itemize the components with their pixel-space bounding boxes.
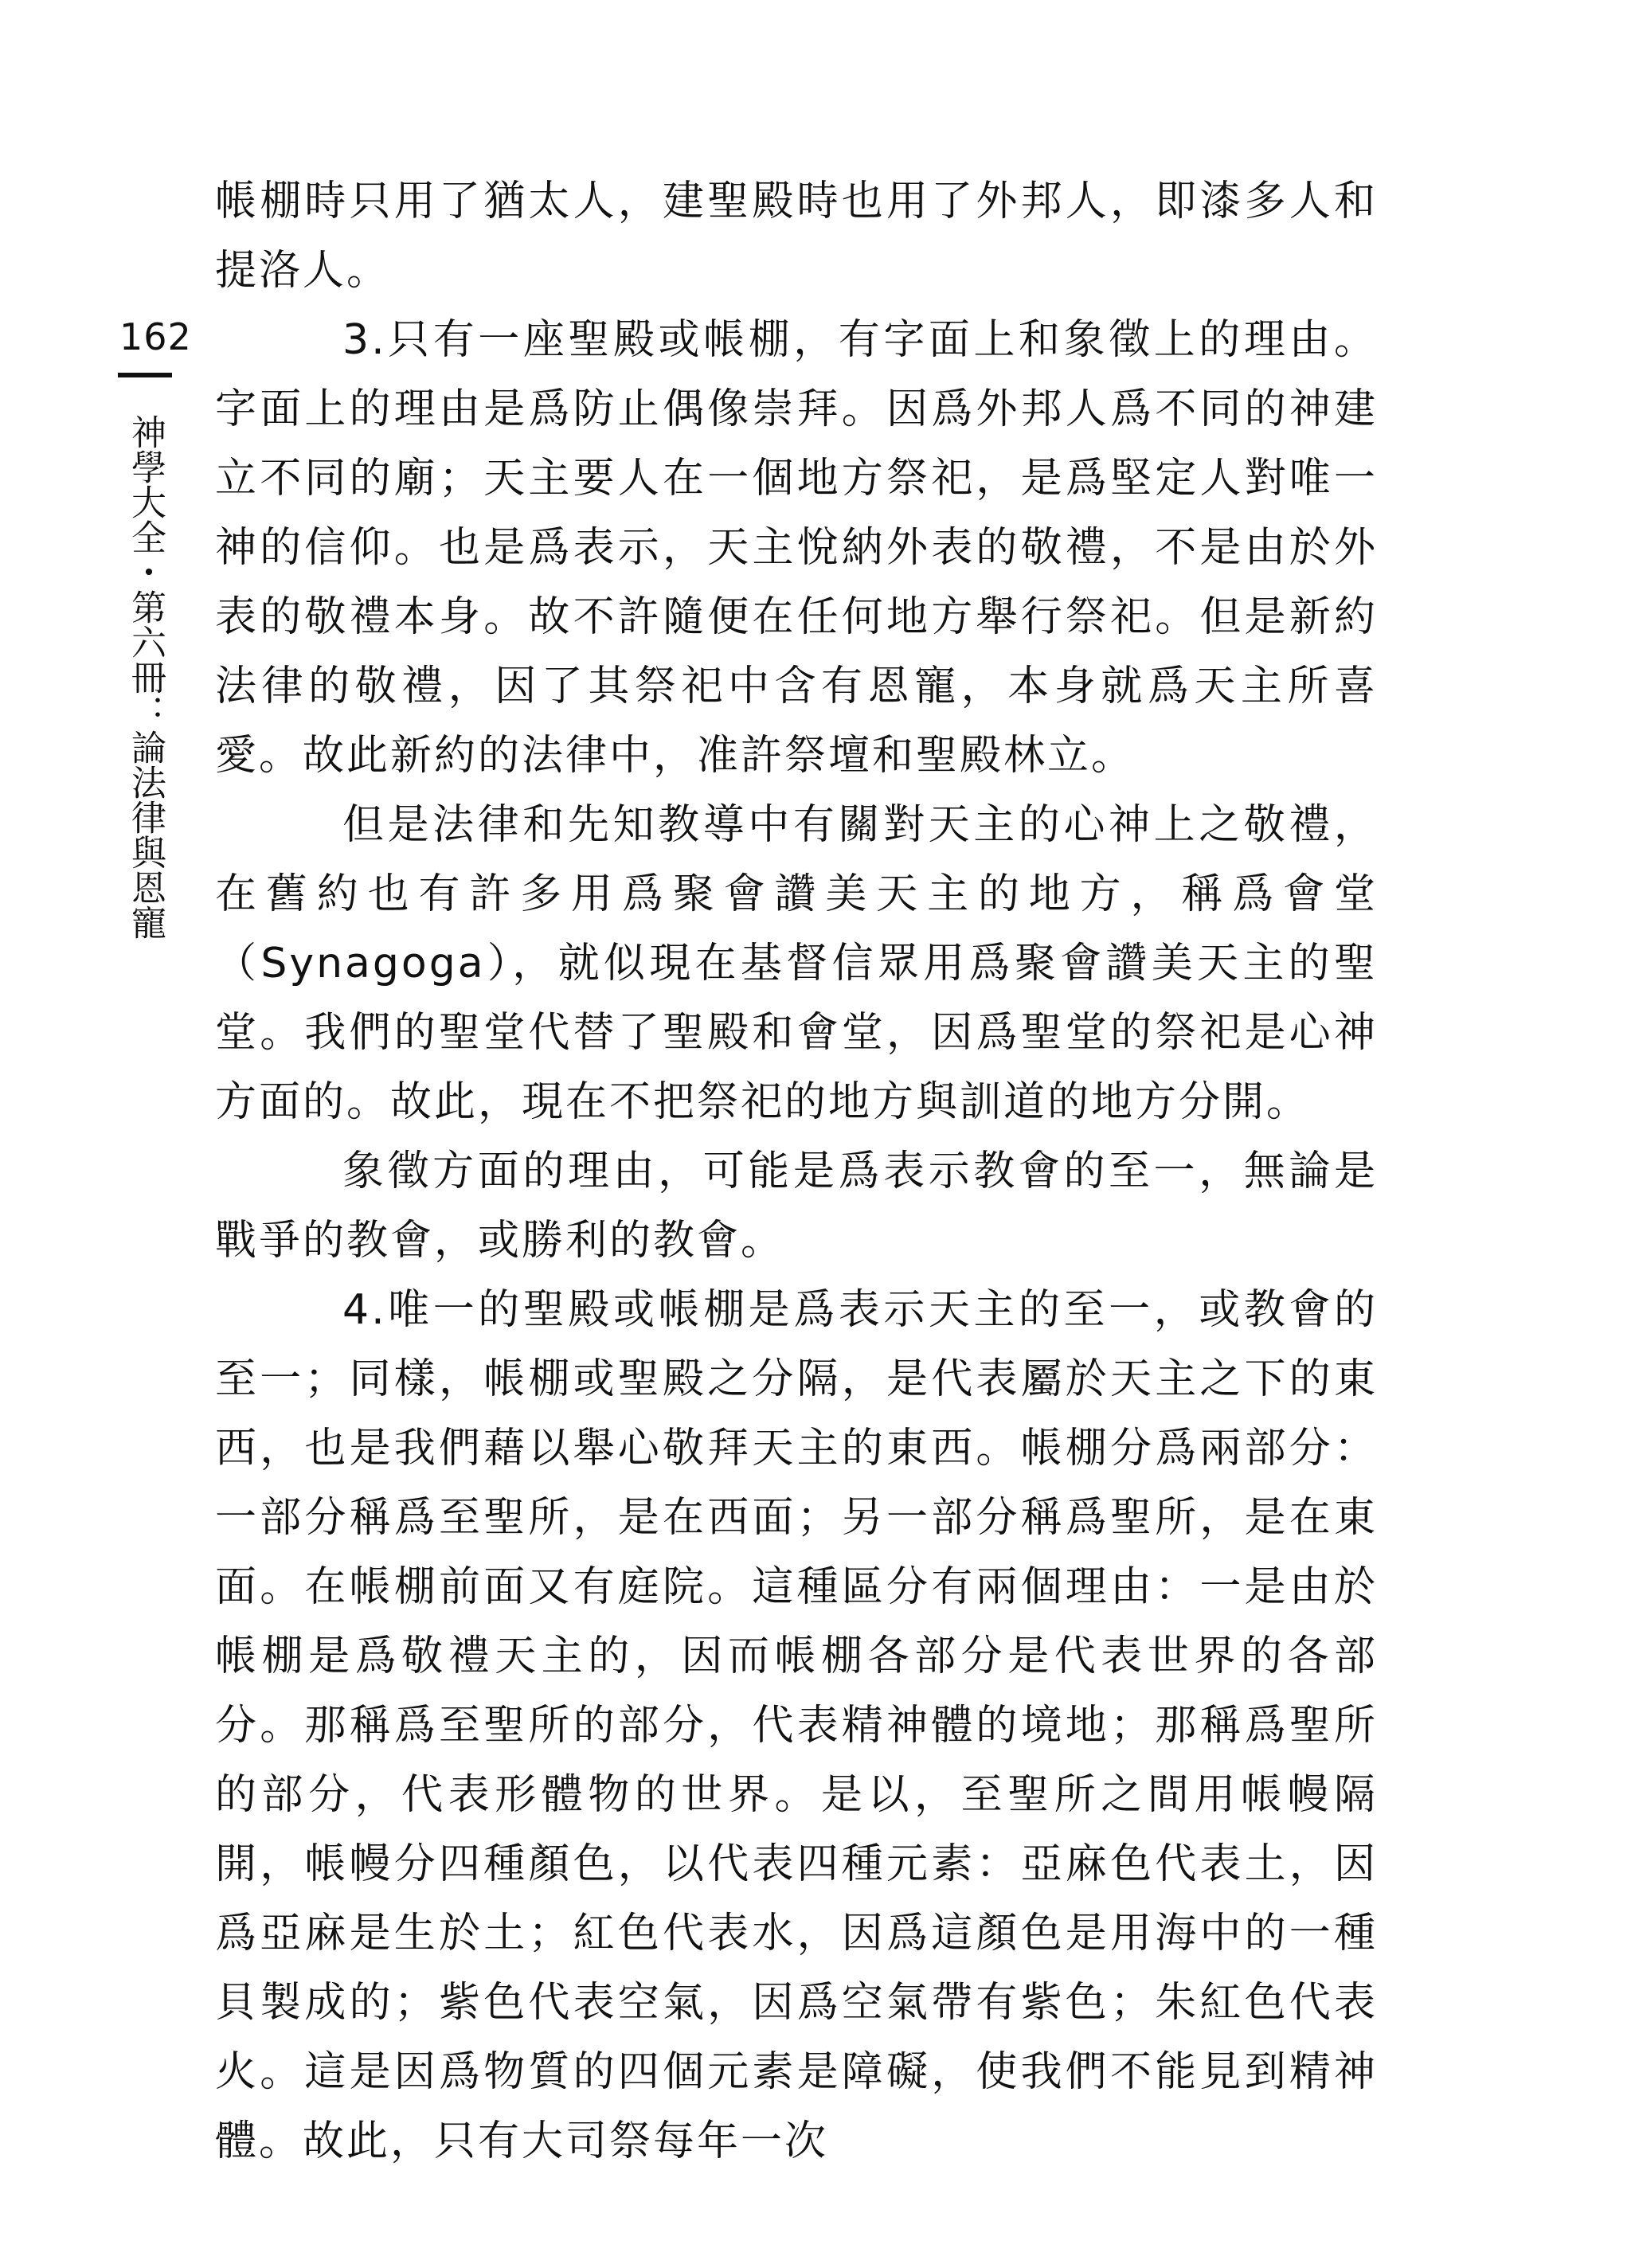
- running-title: 神學大全・第六冊：論法律與恩寵: [125, 414, 166, 940]
- body-text: [215, 167, 1378, 2176]
- margin-rule: [118, 373, 172, 377]
- page-number: 162: [119, 315, 192, 358]
- paragraph: 象徵方面的理由，可能是爲表示教會的至一，無論是戰爭的教會，或勝利的教會。: [215, 1148, 1378, 1265]
- paragraph: 但是法律和先知教導中有關對天主的心神上之敬禮，在舊約也有許多用爲聚會讚美天主的地方，稱爲會堂（Synagoga），就似現在基督信眾用爲聚會讚美天主的聖堂。我們的聖堂代替了聖殿和會堂，因爲聖堂的祭祀是心神方面的。故此，現在不把祭祀的地方與訓道的地方分開。: [215, 801, 1378, 1126]
- paragraph: 3.只有一座聖殿或帳棚，有字面上和象徵上的理由。字面上的理由是爲防止偶像崇拜。因爲外邦人爲不同的神建立不同的廟；天主要人在一個地方祭祀，是爲堅定人對唯一神的信仰。也是爲表示，天主悅納外表的敬禮，不是由於外表的敬禮本身。故不許隨便在任何地方舉行祭祀。但是新約法律的敬禮，因了其祭祀中含有恩寵，本身就爲天主所喜愛。故此新約的法律中，准許祭壇和聖殿林立。: [215, 316, 1378, 780]
- paragraph: 帳棚時只用了猶太人，建聖殿時也用了外邦人，即漆多人和提洛人。: [215, 178, 1378, 295]
- paragraph: 4.唯一的聖殿或帳棚是爲表示天主的至一，或教會的至一；同樣，帳棚或聖殿之分隔，是代表屬於天主之下的東西，也是我們藉以舉心敬拜天主的東西。帳棚分爲兩部分：一部分稱爲至聖所，是在西面；另一部分稱爲聖所，是在東面。在帳棚前面又有庭院。這種區分有兩個理由：一是由於帳棚是爲敬禮天主的，因而帳棚各部分是代表世界的各部分。那稱爲至聖所的部分，代表精神體的境地；那稱爲聖所的部分，代表形體物的世界。是以，至聖所之間用帳幔隔開，帳幔分四種顏色，以代表四種元素：亞麻色代表土，因爲亞麻是生於土；紅色代表水，因爲這顏色是用海中的一種貝製成的；紫色代表空氣，因爲空氣帶有紫色；朱紅色代表火。這是因爲物質的四個元素是障礙，使我們不能見到精神體。故此，只有大司祭每年一次: [215, 1286, 1378, 2165]
